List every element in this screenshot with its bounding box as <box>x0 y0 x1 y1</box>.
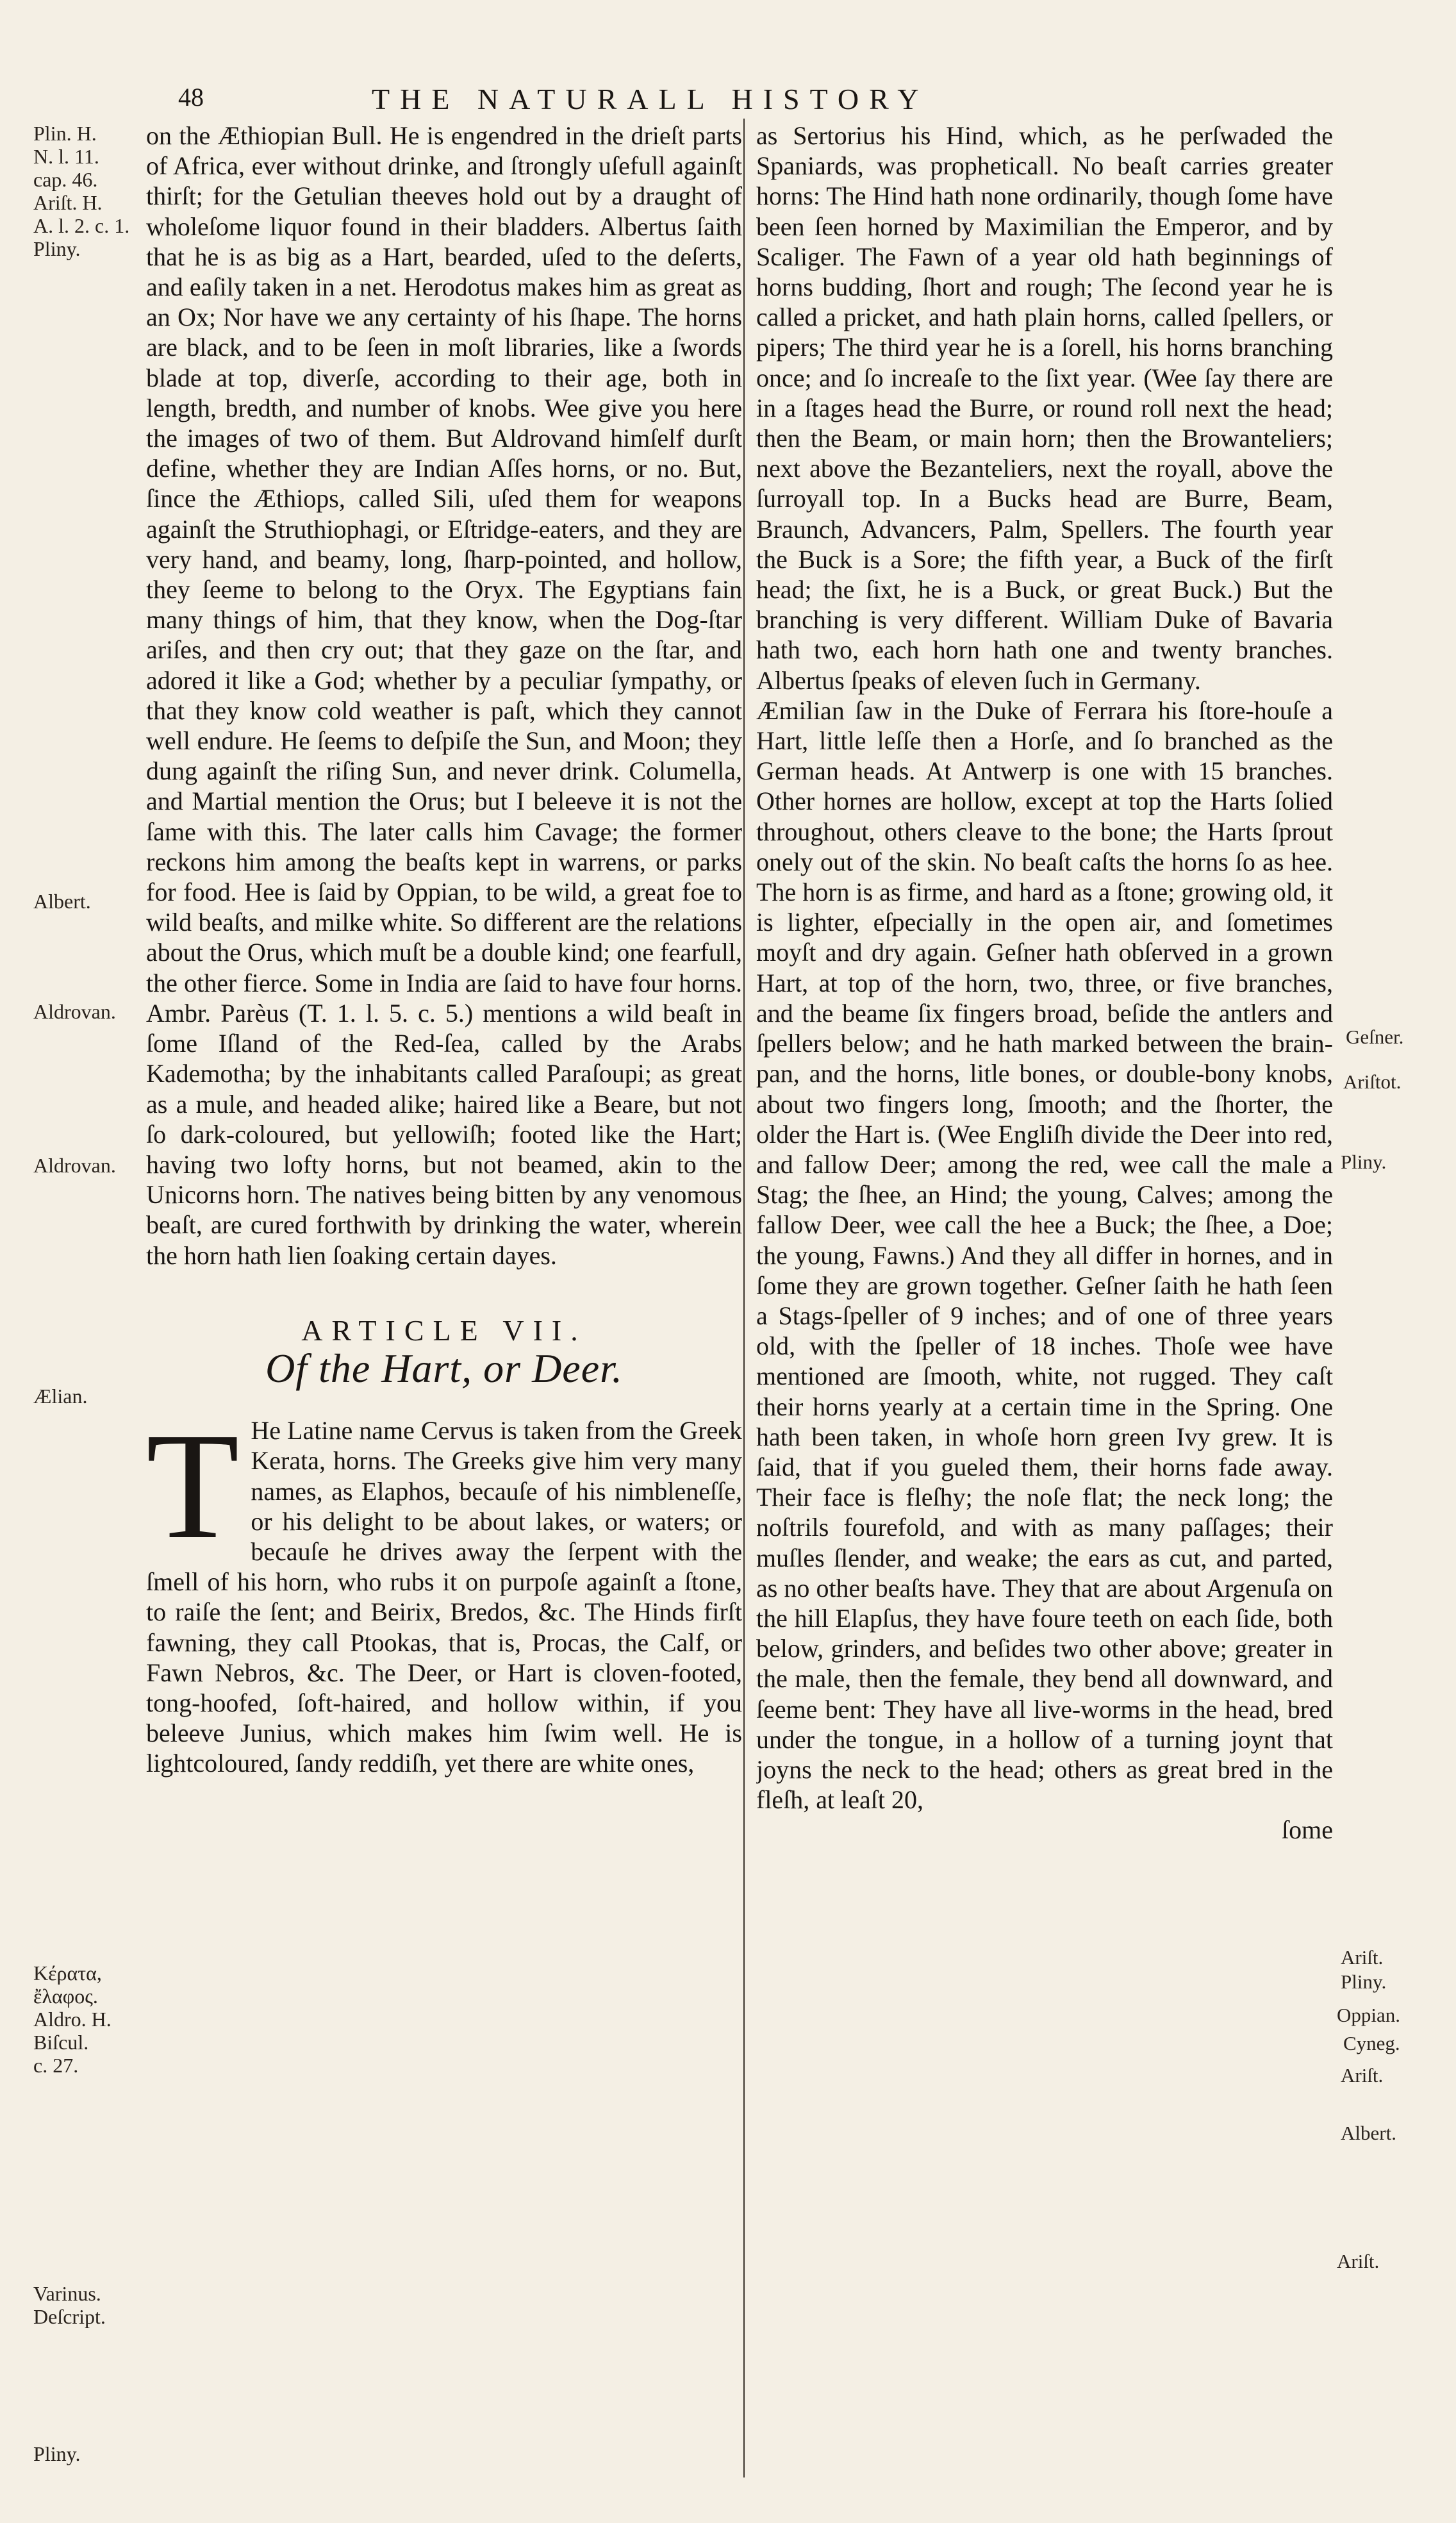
margin-note: Pliny. <box>33 2442 81 2465</box>
margin-note: Oppian. <box>1337 2004 1401 2026</box>
margin-note: Ariſt. <box>1341 2064 1384 2086</box>
right-paragraph-1: as Sertorius his Hind, which, as he perſwaded the Spaniards, was propheticall. No beaſt carries greater horns: The Hind hath none ordinarily, though ſome have been ſeen horned by Maximilian the Emperor, and by Scaliger. The Fawn of a year old hath beginnings of horns budding, ſhort and rough; The ſecond year he is called a pricket, and hath plain horns, called ſpellers, or pipers; The third year he is a ſorell, his horns branching once; and ſo increaſe to the ſixt year. (Wee ſay there are in a ſtages head the Burre, or round roll next the head; then the Beam, or main horn; then the Browanteliers; next above the Bezanteliers, next the royall, above the ſurroyall top. In a Bucks head are Burre, Beam, Braunch, Advancers, Palm, Spellers. The fourth year the Buck is a Sore; the fifth year, a Buck of the firſt head; the ſixt, he is a Buck, or great Buck.) But the branching is very different. William Duke of Bavaria hath two, each horn hath one and twenty branches. Albertus ſpeaks of eleven ſuch in Germany. <box>756 121 1333 695</box>
right-paragraph-2: Æmilian ſaw in the Duke of Ferrara his ſtore-houſe a Hart, little leſſe then a Horſe, and ſo branched as the German heads. At Antwerp is one with 15 branches. Other hornes are hollow, except at top the Harts ſolied throughout, others cleave to the bone; the Harts ſprout onely out of the skin. No beaſt caſts the horns ſo as hee. The horn is as firme, and hard as a ſtone; growing old, it is lighter, eſpecially in the open air, and ſometimes moyſt and dry again. Geſner hath obſerved in a grown Hart, at top of the horn, two, three, or five branches, and the beame ſix fingers broad, beſide the antlers and ſpellers below; and he hath marked between the brain-pan, and the horns, litle bones, or double-bony knobs, about two fingers long, ſmooth; and the ſhorter, the older the Hart is. (Wee Engliſh divide the Deer into red, and fallow Deer; among the red, wee call the male a Stag; the ſhee, an Hind; the young, Calves; among the fallow Deer, wee call the hee a Buck; the ſhee, a Doe; the young, Fawns.) And they all differ in hornes, and in ſome they are grown together. Geſner ſaith he hath ſeen a Stags-ſpeller of 9 inches; and of one of three years old, with the ſpeller of 18 inches. Thoſe wee have mentioned are ſmooth, white, not rugged. They caſt their horns yearly at a certain time in the Spring. One hath been taken, in whoſe horn green Ivy grew. It is ſaid, that if you gueled them, their horns fade away. Their face is fleſhy; the noſe flat; the neck long; the noſtrils fourefold, and with as many paſſages; their muſles ſlender, and weake; the ears as cut, and parted, as no other beaſts have. They that are about Argenuſa on the hill Elapſus, they have foure teeth on each ſide, both below, grinders, and beſides two other above; greater in the male, then the female, they bend all downward, and ſeeme bent: They have all live-worms in the head, bred under the tongue, in a hollow of a turning joynt that joyns the neck to the head; others as great bred in the fleſh, at leaſt 20, <box>756 695 1333 1815</box>
margin-note: Geſner. <box>1346 1026 1404 1048</box>
margin-note: Aldrovan. <box>33 1000 116 1023</box>
margin-note: Ariſtot. <box>1343 1070 1402 1093</box>
margin-note: Ariſt. <box>1341 1946 1384 1969</box>
page-number: 48 <box>178 83 204 112</box>
running-title: THE NATURALL HISTORY <box>372 83 929 115</box>
left-paragraph-2: He Latine name Cervus is taken from the Greek Kerata, horns. The Greeks give him very many names, as Elaphos, becauſe of his nimbleneſſe, or his delight to be about lakes, or waters; or becauſe he drives away the ſerpent with the ſmell of his horn, who rubs it on purpoſe againſt a ſtone, to raiſe the ſent; and Beirix, Bredos, &c. The Hinds firſt fawning, they call Ptookas, that is, Procas, the Calf, or Fawn Nebros, &c. The Deer, or Hart is cloven-footed, tong-hoofed, ſoft-haired, and hollow within, if you beleeve Junius, which makes him ſwim well. He is lightcoloured, ſandy reddiſh, yet there are white ones, <box>146 1416 742 1778</box>
margin-note: Pliny. <box>1341 1151 1387 1173</box>
right-column <box>756 121 1333 2505</box>
margin-note: Albert. <box>1341 2122 1396 2144</box>
catchword: ſome <box>1282 1815 1333 1845</box>
margin-note: Cyneg. <box>1343 2032 1400 2054</box>
margin-note: Pliny. <box>1341 1970 1387 1993</box>
column-divider <box>743 119 745 2477</box>
page-header <box>160 82 1397 121</box>
left-paragraph-1: on the Æthiopian Bull. He is engendred in the drieſt parts of Africa, ever without drinke, and ſtrongly uſefull againſt thirſt; for the Getulian theeves hold out by a draught of wholeſome liquor found in their bladders. Albertus ſaith that he is as big as a Hart, bearded, uſed to the deſerts, and eaſily taken in a net. Herodotus makes him as great as an Ox; Nor have we any certainty of his ſhape. The horns are black, and to be ſeen in moſt libraries, like a ſwords blade at top, diverſe, according to their age, both in length, bredth, and number of knobs. Wee give you here the images of two of them. But Aldrovand himſelf durſt define, whether they are Indian Aſſes horns, or no. But, ſince the Æthiops, called Sili, uſed them for weapons againſt the Struthiophagi, or Eſtridge-eaters, and they are very hand, and beamy, long, ſharp-pointed, and hollow, they ſeeme to belong to the Oryx. The Egyptians fain many things of him, that they know, when the Dog-ſtar ariſes, and then cry out; that they gaze on the ſtar, and adored it like a God; whether by a peculiar ſympathy, or that they know cold weather is paſt, which they cannot well endure. He ſeems to deſpiſe the Sun, and Moon; they dung againſt the riſing Sun, and never drink. Columella, and Martial mention the Orus; but I beleeve it is not the ſame with this. The later calls him Cavage; the former reckons him among the beaſts kept in warrens, or parks for food. Hee is ſaid by Oppian, to be wild, a great foe to wild beaſts, and milke white. So different are the relations about the Orus, which muſt be a double kind; one fearfull, the other fierce. Some in India are ſaid to have four horns. Ambr. Parèus (T. 1. l. 5. c. 5.) mentions a wild beaſt in ſome Iſland of the Red-ſea, called by the Arabs Kademotha; by the inhabitants called Paraſoupi; as great as a mule, and headed alike; haired like a Beare, but not ſo dark-coloured, but yellowiſh; footed like the Hart; having two lofty horns, but not beamed, akin to the Unicorns horn. The natives being bitten by any venomous beaſt, are cured forthwith by drinking the water, wherein the horn hath lien ſoaking certain dayes. <box>146 121 742 1270</box>
margin-note: Ariſt. <box>1337 2250 1380 2272</box>
margin-note: Κέρατα, ἔλαφος. Aldro. H. Biſcul. c. 27. <box>33 1961 112 2077</box>
drop-cap: T <box>146 1402 240 1571</box>
article-heading: ARTICLE VII. <box>301 1313 587 1347</box>
margin-note: Aldrovan. <box>33 1154 116 1177</box>
margin-note: Plin. H. N. l. 11. cap. 46. Ariſt. H. A. l. 2. c. 1. Pliny. <box>33 122 130 260</box>
margin-note: Ælian. <box>33 1385 88 1408</box>
left-column <box>146 121 742 2505</box>
margin-note: Varinus. Deſcript. <box>33 2282 106 2328</box>
article-title: Of the Hart, or Deer. <box>265 1345 623 1391</box>
margin-note: Albert. <box>33 890 91 913</box>
